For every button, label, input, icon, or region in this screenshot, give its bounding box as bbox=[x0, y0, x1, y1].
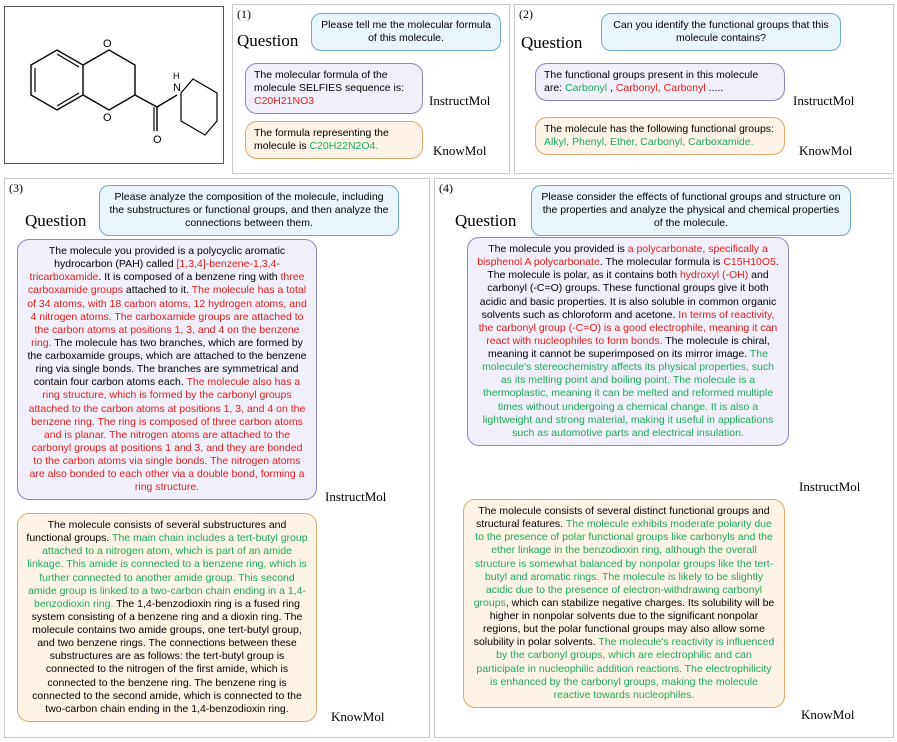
panel-1-question-label: Question bbox=[237, 31, 299, 50]
panel-4-answer-knowmol: The molecule consists of several distinct functional groups and structural features. The molecule exhibits moderate polarity due to the presence of polar functional groups like carbonyls and the ether linkage in the benzodioxin ring, although the overall structure is somewhat balanced by nonpolar groups like the tert-butyl and aromatic rings. The molecule is likely to be slightly acidic due to the presence of electron-withdrawing carbonyl groups, which can stabilize negative charges. Its solubility will be higher in nonpolar solvents due to the significant nonpolar regions, but the polar functional groups may also allow some solubility in polar solvents. The molecule's reactivity is influenced by the carbonyl groups, which are electrophilic and can participate in nucleophilic addition reactions. The electrophilicity is enhanced by the carbonyl groups, making the molecule reactive towards nucleophiles. bbox=[463, 499, 785, 708]
svg-text:O: O bbox=[103, 112, 112, 124]
panel-1-number: (1) bbox=[237, 7, 251, 21]
panel-3-question-label: Question bbox=[25, 211, 87, 230]
panel-3-answer-knowmol: The molecule consists of several substructures and functional groups. The main chain includes a tert-butyl group attached to a nitrogen atom, which is part of an amide linkage. This amide is connected to a benzene ring, which is further connected to another amide group. This second amide group is linked to a two-carbon chain ending in a 1,4-benzodioxin ring. The 1,4-benzodioxin ring is a fused ring system consisting of a benzene ring and a dioxin ring. The molecule contains two amide groups, one tert-butyl group, and two benzene rings. The connections between these substructures are as follows: the tert-butyl group is connected to the nitrogen of the first amide, which is connected to the benzene ring. The benzene ring is connected to the second amide, which is connected to the two-carbon chain ending in the 1,4-benzodioxin ring. bbox=[17, 513, 317, 722]
panel-2-label-knowmol: KnowMol bbox=[799, 143, 853, 158]
panel-2-question-bubble: Can you identify the functional groups that this molecule contains? bbox=[601, 13, 841, 51]
panel-2-answer-instructmol: The functional groups present in this molecule are: Carbonyl , Carbonyl, Carbonyl ..... bbox=[535, 63, 785, 101]
panel-3-number: (3) bbox=[9, 181, 23, 195]
panel-1-question-bubble: Please tell me the molecular formula of this molecule. bbox=[311, 13, 501, 51]
molecule-structure-box bbox=[4, 6, 224, 164]
panel-2-number: (2) bbox=[519, 7, 533, 21]
svg-text:O: O bbox=[153, 134, 162, 146]
panel-1-answer-knowmol: The formula representing the molecule is C20H22N2O4. bbox=[245, 121, 423, 159]
panel-2-question-label: Question bbox=[521, 33, 583, 52]
panel-1-label-instructmol: InstructMol bbox=[429, 93, 491, 108]
panel-3-answer-instructmol: The molecule you provided is a polycyclic aromatic hydrocarbon (PAH) called [1,3,4]-benzene-1,3,4-tricarboxamide. It is composed of a benzene ring with three carboxamide groups attached to it. The molecule has a total of 34 atoms, with 18 carbon atoms, 12 hydrogen atoms, and 4 nitrogen atoms. The carboxamide groups are attached to the carbon atoms at positions 1, 3, and 4 on the benzene ring. The molecule has two branches, which are formed by the carboxamide groups, which are attached to the benzene ring via single bonds. The branches are symmetrical and contain four carbon atoms each. The molecule also has a ring structure, which is formed by the carbonyl groups attached to the carbon atoms at positions 1, 3, and 4 on the benzene ring. The ring is composed of three carbon atoms and is planar. The nitrogen atoms are attached to the carbonyl groups at positions 1 and 3, and they are bonded to the carbon atoms via single bonds. The nitrogen atoms are also bonded to each other via a double bond, forming a ring structure. bbox=[17, 239, 317, 500]
panel-4-label-instructmol: InstructMol bbox=[799, 479, 861, 494]
panel-4-number: (4) bbox=[439, 181, 453, 195]
panel-3-question-bubble: Please analyze the composition of the molecule, including the substructures or functional groups, and then analyze the connections between them. bbox=[99, 185, 399, 236]
svg-text:H: H bbox=[173, 71, 180, 81]
panel-4 bbox=[434, 178, 894, 738]
panel-2 bbox=[514, 4, 894, 174]
panel-3-label-knowmol: KnowMol bbox=[331, 709, 385, 724]
svg-text:N: N bbox=[173, 82, 181, 94]
panel-4-question-label: Question bbox=[455, 211, 517, 230]
panel-1 bbox=[232, 4, 510, 174]
panel-4-label-knowmol: KnowMol bbox=[801, 707, 855, 722]
panel-1-label-knowmol: KnowMol bbox=[433, 143, 487, 158]
panel-2-answer-knowmol: The molecule has the following functional groups: Alkyl, Phenyl, Ether, Carbonyl, Carboxamide. bbox=[535, 117, 785, 155]
panel-4-answer-instructmol: The molecule you provided is a polycarbonate, specifically a bisphenol A polycarbonate. The molecular formula is C15H10O5. The molecule is polar, as it contains both hydroxyl (-OH) and carbonyl (-C=O) groups. These functional groups give it both acidic and basic properties. It is also soluble in common organic solvents such as chloroform and acetone. In terms of reactivity, the carbonyl group (-C=O) is a good electrophile, meaning it can react with nucleophiles to form bonds. The molecule is chiral, meaning it cannot be superimposed on its mirror image. The molecule's stereochemistry affects its physical properties, such as its melting point and boiling point. The molecule is a thermoplastic, meaning it can be melted and reformed multiple times without undergoing a chemical change. It is also a lightweight and strong material, making it useful in applications such as automotive parts and electrical insulation. bbox=[467, 237, 789, 446]
svg-text:O: O bbox=[103, 38, 112, 50]
panel-2-label-instructmol: InstructMol bbox=[793, 93, 855, 108]
panel-3 bbox=[4, 178, 430, 738]
panel-3-label-instructmol: InstructMol bbox=[325, 489, 387, 504]
panel-1-answer-instructmol: The molecular formula of the molecule SELFIES sequence is: C20H21NO3 bbox=[245, 63, 423, 114]
panel-4-question-bubble: Please consider the effects of functional groups and structure on the properties and analyze the physical and chemical properties of the molecule. bbox=[531, 185, 851, 236]
